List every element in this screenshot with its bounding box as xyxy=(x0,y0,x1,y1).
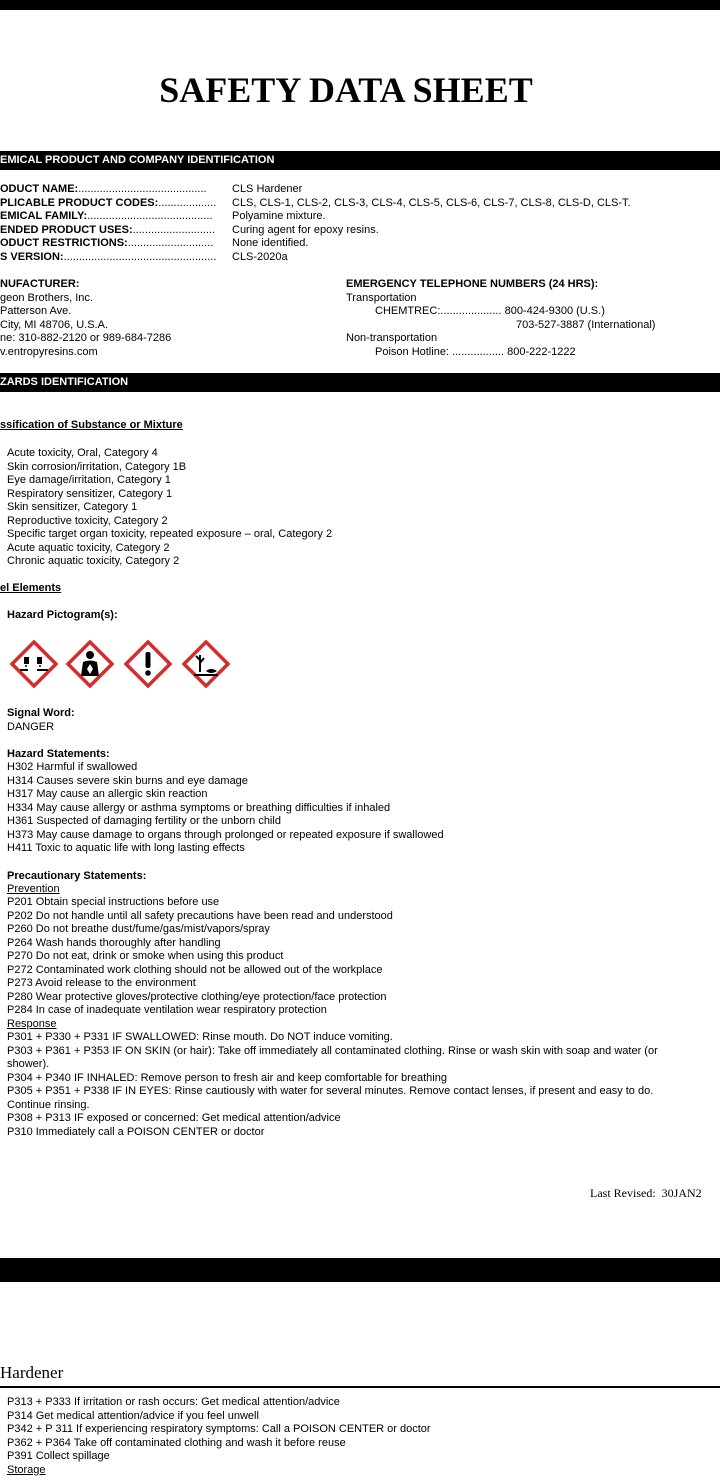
page2-statement: P362 + P364 Take off contaminated clothing and wash it before reuse xyxy=(7,1436,346,1449)
manufacturer-lines xyxy=(0,292,171,360)
page2-statement: P314 Get medical attention/advice if you feel unwell xyxy=(7,1409,259,1422)
hazard-statement: H334 May cause allergy or asthma symptoms or breathing difficulties if inhaled xyxy=(7,801,391,814)
response-statement: P310 Immediately call a POISON CENTER or doctor xyxy=(7,1125,265,1138)
page2-statement: P342 + P 311 If experiencing respiratory symptoms: Call a POISON CENTER or doctor xyxy=(7,1423,431,1435)
response-statement: Continue rinsing. xyxy=(7,1098,90,1111)
product-field-row xyxy=(0,237,308,251)
product-field-value: None identified. xyxy=(232,237,309,249)
last-revised-value: 30JAN2 xyxy=(661,1186,702,1200)
storage-label: Storage xyxy=(7,1464,46,1476)
hazard-statement: H361 Suspected of damaging fertility or the unborn child xyxy=(7,815,281,827)
manufacturer-block xyxy=(0,278,171,359)
chemtrec-intl: 703-527-3887 (International) xyxy=(516,318,656,331)
response-list xyxy=(7,1031,658,1139)
product-field-value: Curing agent for epoxy resins. xyxy=(232,223,379,236)
prevention-statement: P284 In case of inadequate ventilation wear respiratory protection xyxy=(7,1004,327,1016)
manufacturer-line: City, MI 48706, U.S.A. xyxy=(0,318,109,331)
chemtrec-label: CHEMTREC: xyxy=(375,305,441,317)
chemtrec-line xyxy=(346,305,655,319)
emergency-label: EMERGENCY TELEPHONE NUMBERS (24 HRS): xyxy=(346,278,599,290)
signal-word: DANGER xyxy=(7,721,55,733)
prevention-statement: P260 Do not breathe dust/fume/gas/mist/vapors/spray xyxy=(7,923,270,935)
last-revised xyxy=(590,1186,702,1201)
product-field-row xyxy=(0,183,302,197)
response-label: Response xyxy=(7,1018,57,1030)
response-statement: P301 + P330 + P331 IF SWALLOWED: Rinse mouth. Do NOT induce vomiting. xyxy=(7,1031,393,1043)
section1-heading-text: EMICAL PRODUCT AND COMPANY IDENTIFICATION xyxy=(0,154,275,166)
product-field-dots: ............................ xyxy=(127,237,214,249)
hazard-statements-label: Hazard Statements: xyxy=(7,748,110,760)
section2-heading-text: ZARDS IDENTIFICATION xyxy=(0,376,129,388)
hazard-statements-list xyxy=(7,761,444,856)
product-field-label: ENDED PRODUCT USES: xyxy=(0,223,133,236)
precautionary-label: Precautionary Statements: xyxy=(7,870,147,882)
product-field-dots: .................................................. xyxy=(63,250,217,263)
product-field-row xyxy=(0,224,379,238)
hazard-statement: H411 Toxic to aquatic life with long lasting effects xyxy=(7,842,245,854)
poison-label: Poison Hotline: xyxy=(375,345,449,358)
product-field-label: S VERSION: xyxy=(0,250,64,263)
hazard-statement: H317 May cause an allergic skin reaction xyxy=(7,788,208,800)
product-field-dots: ........................... xyxy=(132,223,216,236)
page2-statement: P313 + P333 If irritation or rash occurs: Get medical attention/advice xyxy=(7,1396,340,1408)
classification-item: Eye damage/irritation, Category 1 xyxy=(7,474,171,486)
classification-item: Respiratory sensitizer, Category 1 xyxy=(7,487,173,500)
manufacturer-line: v.entropyresins.com xyxy=(0,345,98,358)
chemtrec-dots: .................... xyxy=(440,305,502,317)
classification-item: Acute toxicity, Oral, Category 4 xyxy=(7,447,158,459)
classification-item: Specific target organ toxicity, repeated exposure – oral, Category 2 xyxy=(7,528,333,540)
product-field-row xyxy=(0,197,631,211)
prevention-statement: P201 Obtain special instructions before use xyxy=(7,896,220,908)
hazard-statement: H302 Harmful if swallowed xyxy=(7,761,138,773)
product-field-label: EMICAL FAMILY: xyxy=(0,210,88,222)
product-field-value: CLS Hardener xyxy=(232,183,303,195)
manufacturer-label: NUFACTURER: xyxy=(0,278,80,290)
classification-item: Skin sensitizer, Category 1 xyxy=(7,501,138,513)
emergency-block xyxy=(346,278,655,359)
label-elements-heading: el Elements xyxy=(0,582,62,594)
page2-header-rule xyxy=(0,1386,720,1388)
signal-word-label: Signal Word: xyxy=(7,707,75,719)
prevention-statement: P270 Do not eat, drink or smoke when using this product xyxy=(7,950,284,962)
response-statement: P303 + P361 + P353 IF ON SKIN (or hair): Take off immediately all contaminated clothing. Rinse or wash skin with soap and water (or xyxy=(7,1044,658,1057)
corrosion-icon xyxy=(10,640,58,688)
prevention-statement: P272 Contaminated work clothing should not be allowed out of the workplace xyxy=(7,963,383,976)
prevention-statement: P264 Wash hands thoroughly after handling xyxy=(7,936,221,949)
environment-icon xyxy=(182,640,230,688)
section2-heading xyxy=(0,373,720,392)
manufacturer-line: Patterson Ave. xyxy=(0,305,72,317)
pictogram-heading: Hazard Pictogram(s): xyxy=(7,609,118,621)
health-hazard-icon xyxy=(66,640,114,688)
product-field-dots: ................... xyxy=(158,196,217,209)
product-field-dots: ......................................... xyxy=(87,210,213,222)
hazard-statement: H314 Causes severe skin burns and eye damage xyxy=(7,774,248,787)
manufacturer-line: geon Brothers, Inc. xyxy=(0,291,93,304)
classification-list xyxy=(7,447,332,569)
response-statement: shower). xyxy=(7,1058,50,1070)
classification-item: Reproductive toxicity, Category 2 xyxy=(7,514,168,527)
response-statement: P304 + P340 IF INHALED: Remove person to fresh air and keep comfortable for breathing xyxy=(7,1071,447,1084)
poison-line xyxy=(346,346,655,360)
page2-header-title: Hardener xyxy=(0,1363,64,1382)
classification-heading: ssification of Substance or Mixture xyxy=(0,419,183,431)
response-statement: P308 + P313 IF exposed or concerned: Get medical attention/advice xyxy=(7,1112,341,1124)
classification-item: Acute aquatic toxicity, Category 2 xyxy=(7,541,170,554)
classification-item: Chronic aquatic toxicity, Category 2 xyxy=(7,555,180,567)
page2-lines xyxy=(7,1396,431,1464)
last-revised-label: Last Revised: xyxy=(590,1186,656,1200)
prevention-list xyxy=(7,896,393,1018)
product-field-dots: .......................................... xyxy=(78,183,207,195)
document-title: SAFETY DATA SHEET xyxy=(159,70,533,110)
product-field-label: PLICABLE PRODUCT CODES: xyxy=(0,196,159,209)
response-statement: P305 + P351 + P338 IF IN EYES: Rinse cautiously with water for several minutes. Remove contact lenses, if present and easy to do. xyxy=(7,1085,654,1097)
page2-statement: P391 Collect spillage xyxy=(7,1450,110,1462)
product-field-row xyxy=(0,210,326,224)
prevention-label: Prevention xyxy=(7,883,60,895)
top-black-bar xyxy=(0,0,720,10)
product-field-value: CLS-2020a xyxy=(232,250,288,263)
product-field-label: ODUCT RESTRICTIONS: xyxy=(0,237,128,249)
hazard-statement: H373 May cause damage to organs through prolonged or repeated exposure if swallowed xyxy=(7,828,444,841)
manufacturer-line: ne: 310-882-2120 or 989-684-7286 xyxy=(0,332,172,344)
product-field-value: CLS, CLS-1, CLS-2, CLS-3, CLS-4, CLS-5, CLS-6, CLS-7, CLS-8, CLS-D, CLS-T. xyxy=(232,196,631,209)
product-field-label: ODUCT NAME: xyxy=(0,183,79,195)
non-transportation-label: Non-transportation xyxy=(346,332,438,344)
classification-item: Skin corrosion/irritation, Category 1B xyxy=(7,460,187,473)
page-break-bar xyxy=(0,1258,720,1282)
exclamation-mark-icon xyxy=(124,640,172,688)
prevention-statement: P280 Wear protective gloves/protective clothing/eye protection/face protection xyxy=(7,990,387,1003)
product-field-value: Polyamine mixture. xyxy=(232,210,326,222)
poison-number: 800-222-1222 xyxy=(507,345,576,358)
prevention-statement: P273 Avoid release to the environment xyxy=(7,977,196,989)
product-field-row xyxy=(0,251,288,265)
section1-heading xyxy=(0,151,720,170)
chemtrec-us: 800-424-9300 (U.S.) xyxy=(504,305,605,317)
transportation-label: Transportation xyxy=(346,291,417,304)
prevention-statement: P202 Do not handle until all safety precautions have been read and understood xyxy=(7,909,393,922)
poison-dots: ................. xyxy=(452,345,505,358)
